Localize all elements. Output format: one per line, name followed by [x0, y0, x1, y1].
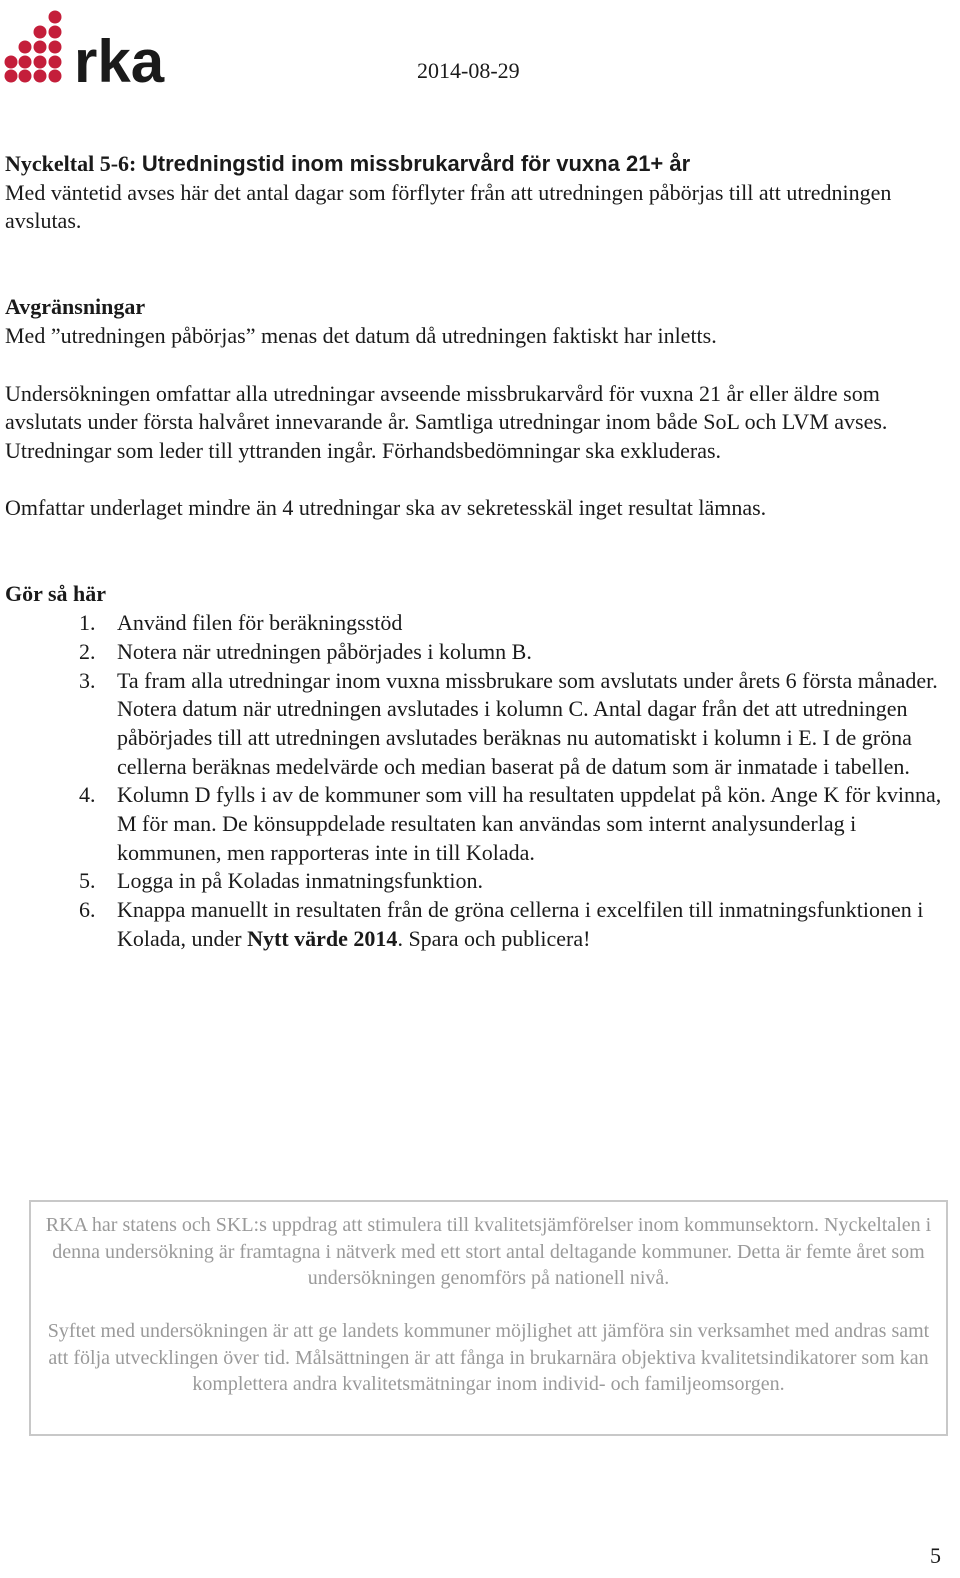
list-item: 4. Kolumn D fylls i av de kommuner som vill ha resultaten uppdelat på kön. Ange K för kvinna, M för man. De könsuppdelade resultaten kan användas som internt analysunderlag i kommunen, men rapporteras inte in till Kolada. [79, 782, 942, 865]
page-number: 5 [930, 1543, 941, 1568]
kpi-heading [5, 150, 950, 179]
limits-heading: Avgränsningar [5, 294, 146, 320]
limits-paragraph-3: Omfattar underlaget mindre än 4 utredningar ska av sekretesskäl inget resultat lämnas. [5, 495, 767, 521]
list-item: 6. Knappa manuellt in resultaten från de gröna cellerna i excelfilen till inmatningsfunktionen i Kolada, under Nytt värde 2014. Spara och publicera! [79, 897, 924, 951]
list-item: 1. Använd filen för beräkningsstöd [79, 610, 403, 636]
footer-info-box [29, 1200, 948, 1436]
howto-heading: Gör så här [5, 581, 107, 607]
document-body [5, 150, 950, 954]
footer-paragraph-1: RKA har statens och SKL:s uppdrag att stimulera till kvalitetsjämförelser inom kommunsektorn. Nyckeltalen i denna undersökning är framtagna i nätverk med ett stort antal deltagande kommuner. Detta är femte året som undersökningen genomförs på nationell nivå. [45, 1214, 932, 1289]
footer-paragraph-2: Syftet med undersökningen är att ge landets kommuner möjlighet att jämföra sin verksamhet med andras samt att följa utvecklingen över tid. Målsättningen är att fånga in brukarnära objektiva kvalitetsindikatorer som kan komplettera andra kvalitetsmätningar inom individ- och familjeomsorgen. [47, 1320, 930, 1395]
list-item: 3. Ta fram alla utredningar inom vuxna missbrukare som avslutats under årets 6 första månader. Notera datum när utredningen avslutades i kolumn C. Antal dagar från det att utredningen påbörjades till att utredningen avslutades beräknas nu automatiskt i kolumn i E. I de gröna cellerna beräknas medelvärde och median baserat på de datum som är inmatade i tabellen. [79, 667, 938, 779]
bold-new-value: Nytt värde 2014 [247, 925, 398, 951]
howto-steps [5, 609, 950, 953]
kpi-number: Nyckeltal 5-6: [5, 151, 137, 176]
limits-paragraph-2: Undersökningen omfattar alla utredningar avseende missbrukarvård för vuxna 21 år eller äldre som avslutats under första halvåret innevarande år. Samtliga utredningar inom både SoL och LVM avses. Utredningar som leder till yttranden ingår. Förhandsbedömningar ska exkluderas. [5, 380, 888, 463]
kpi-title: Utredningstid inom missbrukarvård för vuxna 21+ år [141, 151, 691, 176]
list-item: 2. Notera när utredningen påbörjades i kolumn B. [79, 638, 532, 664]
kpi-description: Med väntetid avses här det antal dagar som förflyter från att utredningen påbörjas till att utredningen avslutas. [5, 179, 892, 234]
rka-logo [4, 6, 176, 86]
list-item: 5. Logga in på Koladas inmatningsfunktion. [79, 868, 483, 894]
logo-dots-icon [5, 11, 62, 83]
document-date: 2014-08-29 [417, 58, 520, 83]
limits-paragraph-1: Med ”utredningen påbörjas” menas det datum då utredningen faktiskt har inletts. [5, 323, 717, 349]
logo-text: rka [74, 28, 165, 86]
